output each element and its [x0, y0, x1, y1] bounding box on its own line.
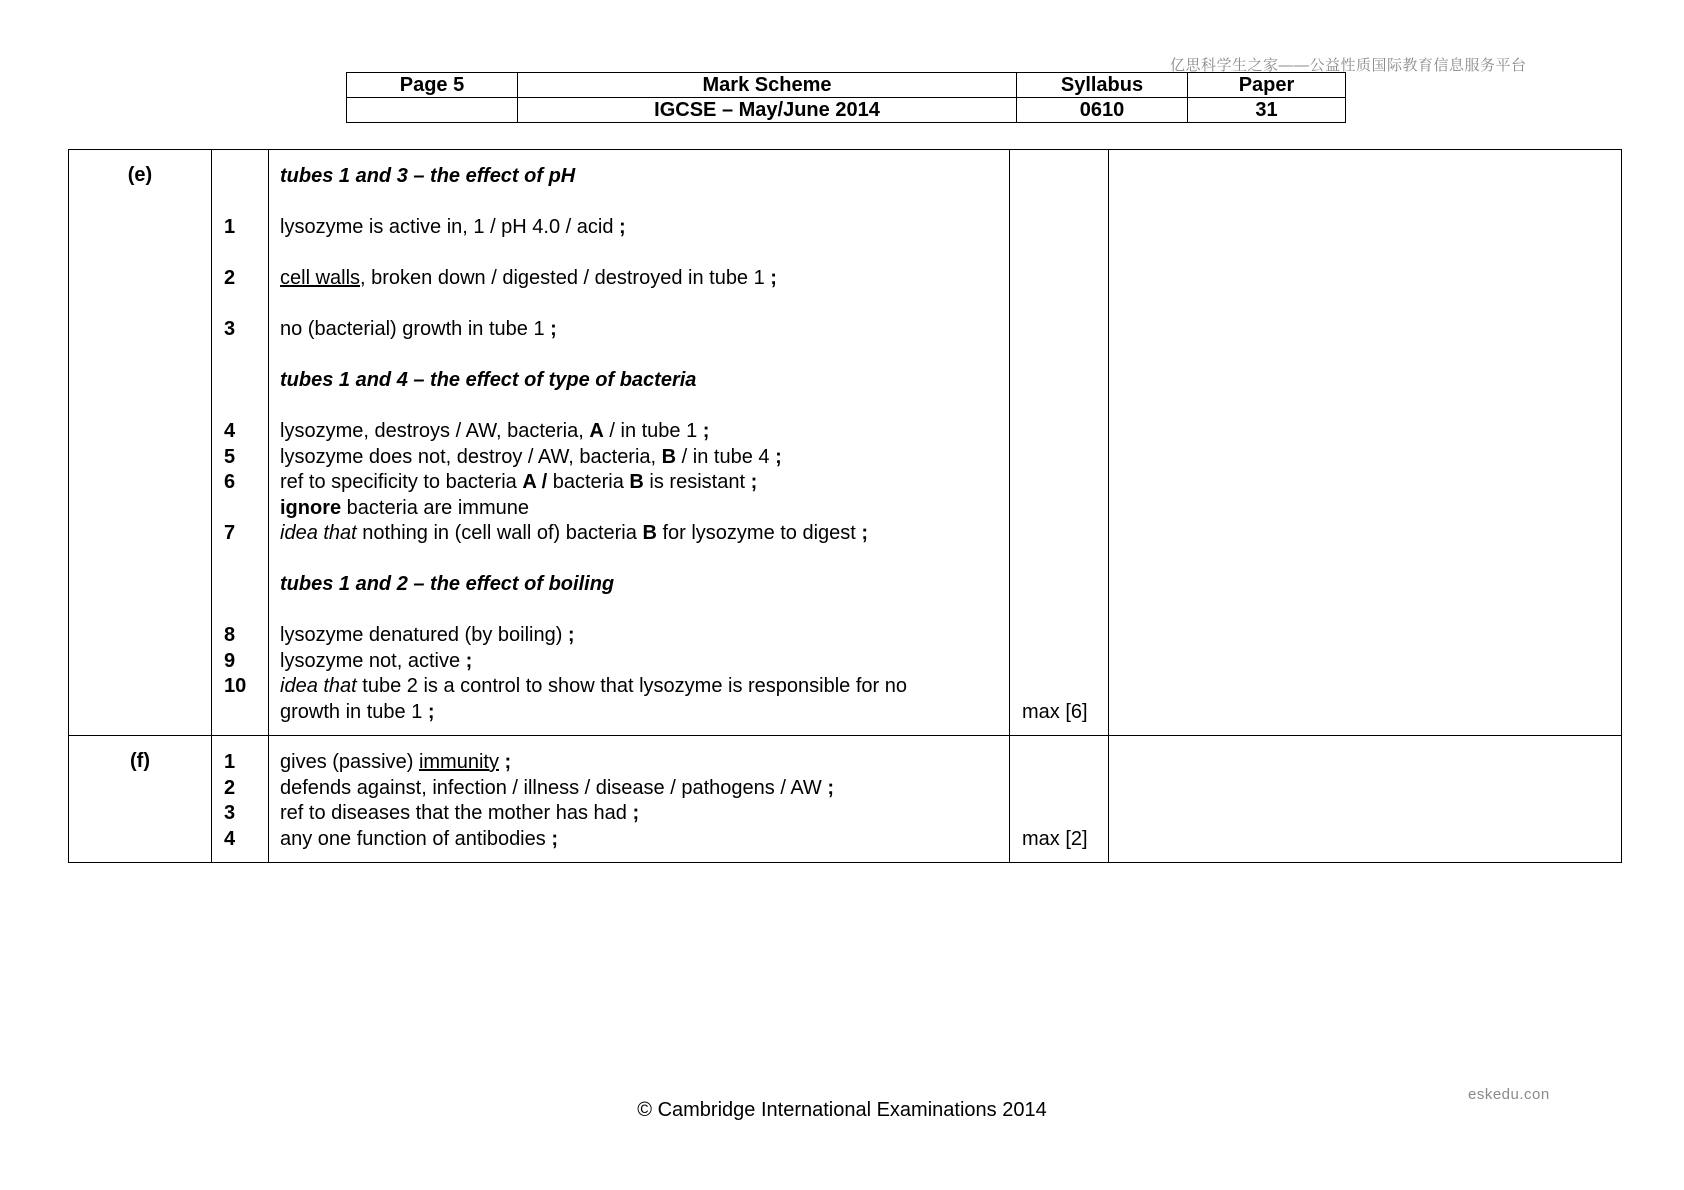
marks-cell — [1010, 150, 1109, 736]
point-number: 6 — [224, 471, 236, 493]
point-number: 10 — [224, 675, 247, 697]
answer-line — [269, 164, 1009, 190]
answer-segment: ; — [504, 751, 512, 773]
answer-segment: tubes 1 and 4 – the effect of type of bacteria — [280, 369, 697, 391]
answer-segment: ; — [551, 827, 558, 850]
point-number — [212, 394, 268, 420]
answer-segment: lysozyme does not, destroy / AW, bacteria, — [280, 445, 662, 468]
answer-line — [269, 368, 1009, 394]
answer-segment: is resistant — [643, 471, 751, 493]
answer-line — [269, 394, 1009, 420]
answer-segment: bacteria are immune — [341, 496, 529, 519]
answer-segment: ; — [550, 318, 557, 340]
answer-line — [269, 827, 1009, 853]
answer-segment: lysozyme denatured (by boiling) — [280, 624, 568, 646]
exam-session: IGCSE – May/June 2014 — [518, 98, 1017, 123]
answer-segment: gives (passive) — [280, 751, 419, 773]
answer-line — [269, 343, 1009, 369]
answer-segment: , broken down / digested / destroyed in tube 1 — [360, 267, 771, 289]
header-table — [346, 72, 1346, 123]
answer-segment: ; — [632, 802, 640, 824]
question-part: (e) — [69, 150, 212, 736]
answer-segment: B — [629, 471, 644, 493]
answer-segment: lysozyme not, active — [280, 649, 466, 672]
answer-segment: ; — [702, 420, 710, 442]
answer-line — [269, 521, 1009, 547]
answer-line — [269, 700, 1009, 726]
point-number — [212, 572, 268, 598]
answer-segment: ; — [770, 267, 777, 289]
page-label: Page 5 — [347, 73, 518, 98]
answer-line — [269, 801, 1009, 827]
answer-line — [269, 649, 1009, 675]
answer-segment: tubes 1 and 3 – the effect of pH — [280, 165, 576, 187]
answer-segment: ; — [827, 776, 835, 799]
max-marks: max [2] — [1022, 827, 1088, 850]
point-number — [212, 700, 268, 726]
answer-segment: tube 2 is a control to show that lysozyme is responsible for no — [356, 675, 908, 697]
question-row — [69, 736, 1622, 863]
point-number: 3 — [224, 318, 236, 340]
point-number: 7 — [224, 522, 236, 544]
answer-line — [269, 190, 1009, 216]
syllabus-code: 0610 — [1017, 98, 1188, 123]
answer-segment: ignore — [280, 496, 342, 519]
guidance-cell — [1109, 150, 1622, 736]
answer-segment: no (bacterial) growth in tube 1 — [280, 318, 551, 340]
paper-label: Paper — [1188, 73, 1346, 98]
point-number — [212, 241, 268, 267]
watermark-text: 亿思科学生之家——公益性质国际教育信息服务平台 — [1170, 57, 1527, 74]
answer-line — [269, 470, 1009, 496]
answer-segment: B — [642, 522, 657, 544]
answer-line — [269, 776, 1009, 802]
answer-text — [269, 736, 1010, 863]
answer-segment: idea that — [280, 522, 357, 544]
mark-scheme-label: Mark Scheme — [518, 73, 1017, 98]
syllabus-label: Syllabus — [1017, 73, 1188, 98]
answer-segment: any one function of antibodies — [280, 827, 552, 850]
point-number: 3 — [224, 802, 236, 824]
answer-segment: / in tube 4 — [676, 445, 776, 468]
point-number: 1 — [224, 216, 236, 238]
point-number — [212, 164, 268, 190]
answer-line — [269, 750, 1009, 776]
mark-scheme-table — [68, 149, 1622, 863]
guidance-cell — [1109, 736, 1622, 863]
point-number — [212, 343, 268, 369]
empty-cell — [347, 98, 518, 123]
answer-line — [269, 674, 1009, 700]
answer-segment: idea that — [280, 675, 357, 697]
point-number: 5 — [224, 445, 236, 468]
point-numbers — [212, 736, 269, 863]
answer-line — [269, 547, 1009, 573]
answer-segment: A — [589, 420, 604, 442]
answer-line — [269, 419, 1009, 445]
point-number — [212, 292, 268, 318]
answer-text — [269, 150, 1010, 736]
answer-segment: bacteria — [547, 471, 630, 493]
answer-segment: ; — [861, 522, 869, 544]
point-number: 8 — [224, 624, 236, 646]
point-number: 4 — [224, 827, 236, 850]
answer-segment: immunity — [418, 751, 499, 773]
answer-line — [269, 598, 1009, 624]
point-number: 1 — [224, 751, 236, 773]
point-number — [212, 496, 268, 522]
answer-line — [269, 496, 1009, 522]
question-part: (f) — [69, 736, 212, 863]
answer-segment: B — [661, 445, 677, 468]
answer-line — [269, 241, 1009, 267]
point-number: 2 — [224, 267, 236, 289]
answer-line — [269, 623, 1009, 649]
answer-line — [269, 445, 1009, 471]
answer-segment: ; — [567, 624, 575, 646]
marks-cell — [1010, 736, 1109, 863]
point-number — [212, 368, 268, 394]
answer-segment: ref to diseases that the mother has had — [280, 802, 633, 824]
answer-segment: nothing in (cell wall of) bacteria — [356, 522, 643, 544]
answer-segment: cell walls — [280, 267, 361, 289]
answer-line — [269, 572, 1009, 598]
answer-line — [269, 317, 1009, 343]
answer-segment: ref to specificity to bacteria — [280, 471, 523, 493]
answer-line — [269, 215, 1009, 241]
answer-segment: ; — [619, 216, 626, 238]
point-number — [212, 598, 268, 624]
footer-copyright: © Cambridge International Examinations 2014 — [637, 1099, 1047, 1121]
answer-segment: for lysozyme to digest — [656, 522, 862, 544]
answer-segment: ; — [775, 445, 782, 468]
answer-segment: tubes 1 and 2 – the effect of boiling — [280, 573, 615, 595]
answer-segment: defends against, infection / illness / disease / pathogens / AW — [280, 776, 828, 799]
answer-segment: A / — [522, 471, 548, 493]
point-number: 9 — [224, 649, 236, 672]
point-number: 4 — [224, 420, 236, 442]
point-number — [212, 547, 268, 573]
point-numbers — [212, 150, 269, 736]
point-number — [212, 190, 268, 216]
answer-segment: lysozyme, destroys / AW, bacteria, — [280, 420, 590, 442]
answer-segment: ; — [750, 471, 758, 493]
answer-segment: / in tube 1 — [603, 420, 703, 442]
max-marks: max [6] — [1022, 700, 1088, 723]
answer-line — [269, 292, 1009, 318]
answer-segment: ; — [427, 700, 435, 723]
question-row — [69, 150, 1622, 736]
point-number: 2 — [224, 776, 236, 799]
answer-line — [269, 266, 1009, 292]
watermark-site: eskedu.con — [1468, 1086, 1550, 1103]
paper-number: 31 — [1188, 98, 1346, 123]
answer-segment: lysozyme is active in, 1 / pH 4.0 / acid — [280, 216, 620, 238]
answer-segment: ; — [465, 649, 473, 672]
answer-segment: growth in tube 1 — [280, 700, 428, 723]
